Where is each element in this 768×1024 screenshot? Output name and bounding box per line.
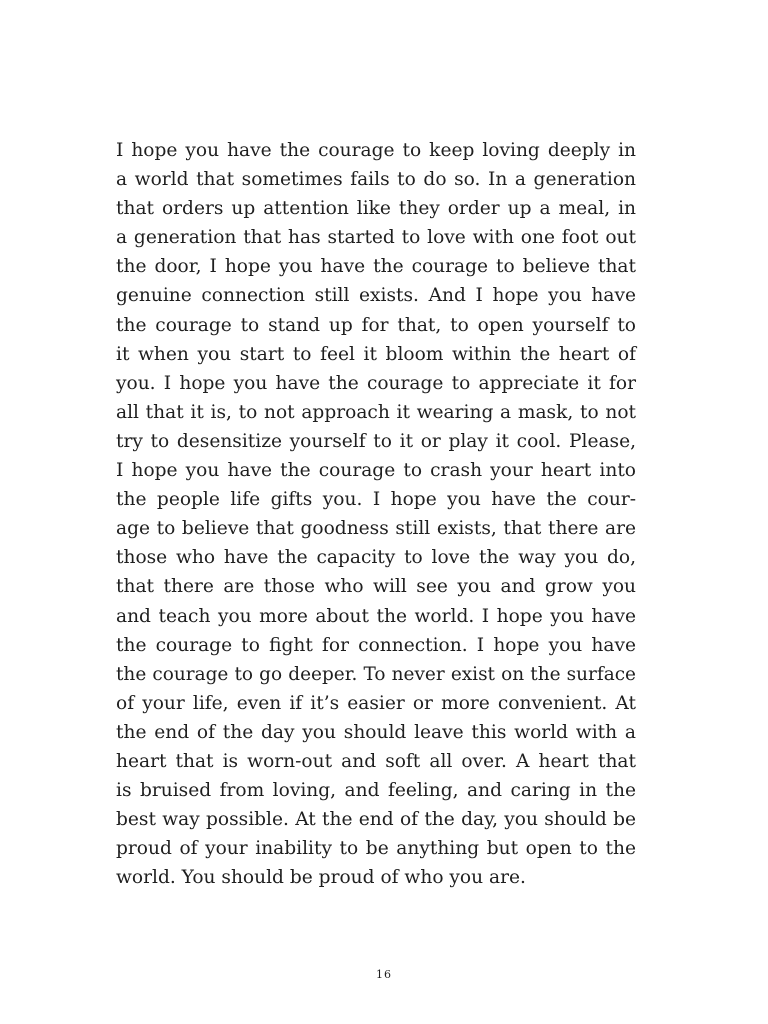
text-line: those who have the capacity to love the way you do, xyxy=(116,547,636,569)
text-line: the courage to go deeper. To never exist on the surface xyxy=(116,663,636,685)
text-line: try to desensitize yourself to it or play it cool. Please, xyxy=(116,430,636,452)
text-line: proud of your inability to be anything but open to the xyxy=(116,838,636,860)
text-line-last: world. You should be proud of who you are. xyxy=(116,867,526,889)
text-line: of your life, even if it’s easier or more convenient. At xyxy=(116,692,636,714)
text-line: that orders up attention like they order up a meal, in xyxy=(116,198,636,220)
text-line: best way possible. At the end of the day, you should be xyxy=(116,809,636,831)
text-line: the courage to fight for connection. I hope you have xyxy=(116,634,636,656)
text-line: the courage to stand up for that, to open yourself to xyxy=(116,314,636,336)
text-line: genuine connection still exists. And I hope you have xyxy=(116,285,636,307)
text-line: I hope you have the courage to crash your heart into xyxy=(116,460,636,482)
text-line: the people life gifts you. I hope you have the cour- xyxy=(116,489,636,511)
text-line: that there are those who will see you and grow you xyxy=(116,576,636,598)
text-line: the end of the day you should leave this world with a xyxy=(116,721,636,743)
page-number: 16 xyxy=(376,968,392,981)
text-line: heart that is worn-out and soft all over. A heart that xyxy=(116,750,636,772)
text-line: age to believe that goodness still exists, that there are xyxy=(116,518,636,540)
text-line: it when you start to feel it bloom within the heart of xyxy=(116,343,636,365)
body-text xyxy=(116,136,636,892)
text-line: a generation that has started to love with one foot out xyxy=(116,227,636,249)
text-line: all that it is, to not approach it wearing a mask, to not xyxy=(116,401,636,423)
text-line: a world that sometimes fails to do so. In a generation xyxy=(116,169,636,191)
text-line: I hope you have the courage to keep loving deeply in xyxy=(116,140,636,161)
text-line: the door, I hope you have the courage to believe that xyxy=(116,256,636,278)
text-line: you. I hope you have the courage to appreciate it for xyxy=(116,372,636,394)
text-line: and teach you more about the world. I hope you have xyxy=(116,605,636,627)
text-line: is bruised from loving, and feeling, and caring in the xyxy=(116,780,636,802)
